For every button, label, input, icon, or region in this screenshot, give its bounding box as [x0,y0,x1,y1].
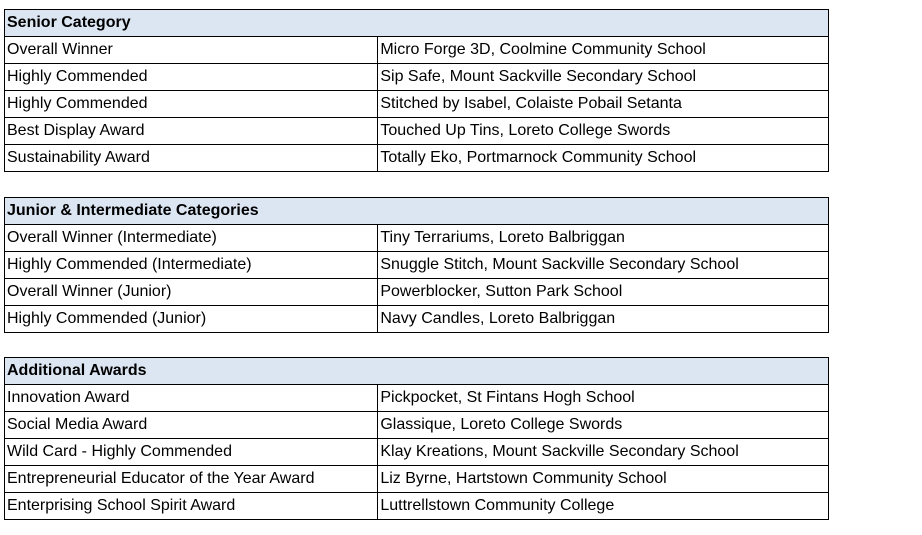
winner-cell: Powerblocker, Sutton Park School [378,279,829,306]
award-name-cell: Highly Commended [5,64,378,91]
award-name-cell: Highly Commended [5,91,378,118]
winner-cell: Navy Candles, Loreto Balbriggan [378,306,829,333]
winner-cell: Liz Byrne, Hartstown Community School [378,466,829,493]
section-title: Additional Awards [5,358,829,385]
table-row [5,118,829,145]
table-row [5,412,829,439]
table-row [5,385,829,412]
winner-cell: Pickpocket, St Fintans Hogh School [378,385,829,412]
table-row [5,145,829,172]
winner-cell: Stitched by Isabel, Colaiste Pobail Setanta [378,91,829,118]
award-name-cell: Overall Winner (Junior) [5,279,378,306]
winner-cell: Micro Forge 3D, Coolmine Community School [378,37,829,64]
winner-cell: Tiny Terrariums, Loreto Balbriggan [378,225,829,252]
award-name-cell: Best Display Award [5,118,378,145]
section-title: Senior Category [5,10,829,37]
table-row [5,64,829,91]
winner-cell: Luttrellstown Community College [378,493,829,520]
section-header-row [5,10,829,37]
award-name-cell: Highly Commended (Intermediate) [5,252,378,279]
award-name-cell: Innovation Award [5,385,378,412]
section-header-row [5,358,829,385]
winner-cell: Glassique, Loreto College Swords [378,412,829,439]
award-name-cell: Wild Card - Highly Commended [5,439,378,466]
table-row [5,225,829,252]
senior-category-table [4,9,829,172]
award-name-cell: Overall Winner [5,37,378,64]
junior-intermediate-table [4,197,829,333]
winner-cell: Touched Up Tins, Loreto College Swords [378,118,829,145]
table-row [5,466,829,493]
additional-awards-table [4,357,829,520]
table-row [5,306,829,333]
table-row [5,493,829,520]
award-name-cell: Enterprising School Spirit Award [5,493,378,520]
award-name-cell: Social Media Award [5,412,378,439]
table-row [5,279,829,306]
award-name-cell: Overall Winner (Intermediate) [5,225,378,252]
table-row [5,439,829,466]
winner-cell: Klay Kreations, Mount Sackville Secondary School [378,439,829,466]
table-row [5,252,829,279]
section-title: Junior & Intermediate Categories [5,198,829,225]
section-header-row [5,198,829,225]
winner-cell: Snuggle Stitch, Mount Sackville Secondary School [378,252,829,279]
table-row [5,91,829,118]
table-row [5,37,829,64]
winner-cell: Sip Safe, Mount Sackville Secondary School [378,64,829,91]
award-name-cell: Highly Commended (Junior) [5,306,378,333]
award-name-cell: Sustainability Award [5,145,378,172]
award-name-cell: Entrepreneurial Educator of the Year Award [5,466,378,493]
winner-cell: Totally Eko, Portmarnock Community School [378,145,829,172]
